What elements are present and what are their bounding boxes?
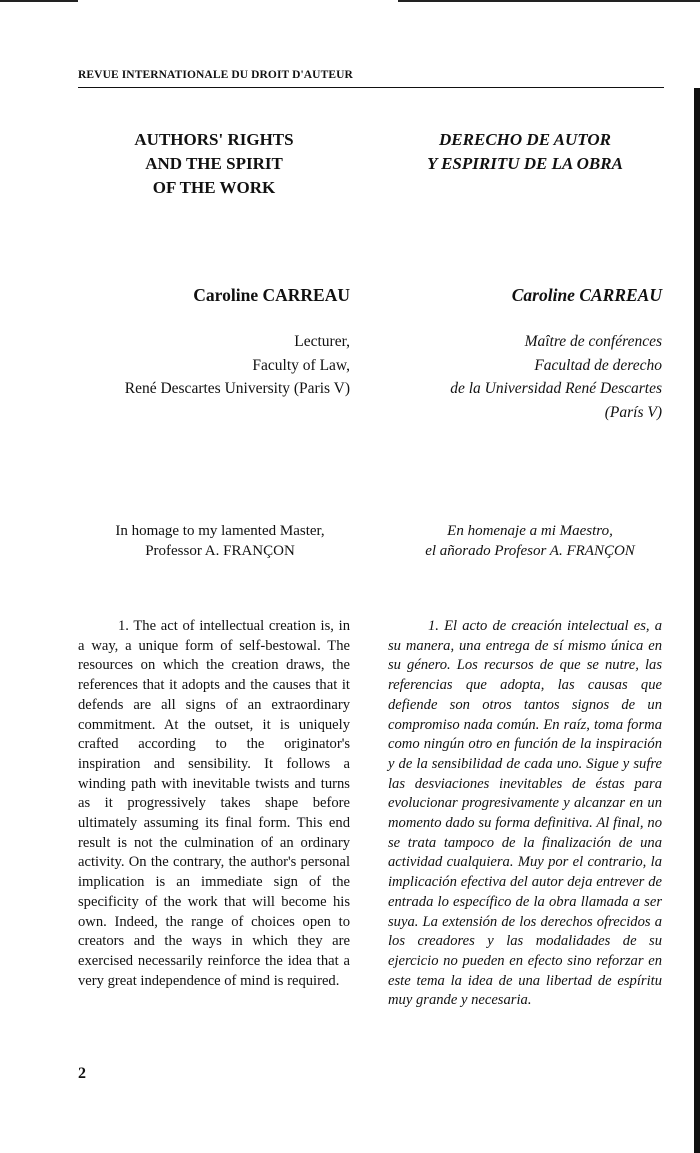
- top-border-line-left: [0, 0, 78, 2]
- english-paragraph: 1. The act of intellectual creation is, in a way, a unique form of self-bestowal. The resources on which the creation draws, the references that it adopts and the causes that it defends are all signs of an extraordinary commitment. At the outset, it is uniquely crafted according to the originator's inspiration and sensibility. It follows a winding path with inevitable twists and turns as it progressively takes shape before ultimately assuming its final form. This end result is not the culmination of an ordinary activity. On the contrary, the author's personal implication is an immediate sign of the specificity of the work that will become his own. Indeed, the range of choices open to creators and the ways in which they are exercised necessarily reinforce the idea that a very great independence of mind is required.: [78, 618, 350, 989]
- spanish-affiliation-line: Maître de conférences: [524, 333, 662, 350]
- english-title-line: AND THE SPIRIT: [145, 154, 283, 173]
- page-number: 2: [78, 1065, 86, 1082]
- english-affiliation: [78, 330, 350, 401]
- english-homage: [84, 521, 356, 561]
- english-affiliation-line: Lecturer,: [294, 333, 350, 350]
- top-border-line-right: [398, 0, 700, 2]
- header-rule: [78, 87, 664, 88]
- english-title-line: AUTHORS' RIGHTS: [134, 130, 294, 149]
- spanish-title-line: Y ESPIRITU DE LA OBRA: [427, 154, 623, 173]
- spanish-affiliation: [388, 330, 662, 424]
- spanish-body: [388, 617, 662, 1011]
- spanish-homage: [395, 521, 665, 561]
- page-edge-shadow: [694, 88, 700, 1153]
- english-homage-line: Professor A. FRANÇON: [145, 543, 295, 559]
- english-affiliation-line: René Descartes University (Paris V): [124, 380, 350, 397]
- spanish-affiliation-line: (París V): [604, 403, 662, 421]
- spanish-homage-line: el añorado Profesor A. FRANÇON: [425, 543, 635, 559]
- spanish-homage-line: En homenaje a mi Maestro,: [447, 523, 613, 539]
- english-homage-line: In homage to my lamented Master,: [115, 523, 325, 539]
- spanish-paragraph: 1. El acto de creación intelectual es, a su manera, una entrega de sí mismo única en su género. Los recursos de que se nutre, las referencias que adopta, las causas que defiende son otros tantos signos de un compromiso nada común. En raíz, toma forma como ningún otro en función de la inspiración y de la sensibilidad de cada uno. Sigue y sufre las desviaciones inevitables de éstas para evolucionar progresivamente y alcanzar en un momento dado su forma definitiva. Al final, no se trata tampoco de la finalización de una actividad cualquiera. Muy por el contrario, la implicación efectiva del autor deja entrever de entrada lo específico de la obra llamada a ser suya. La extensión de los derechos ofrecidos a los creadores y las modalidades de su ejercicio no pueden en efecto sino reforzar en este tema la idea de una libertad de espíritu muy grande y necesaria.: [388, 618, 662, 1009]
- english-title-line: OF THE WORK: [152, 178, 276, 197]
- english-title: [84, 128, 344, 200]
- english-author: Caroline CARREAU: [193, 285, 350, 305]
- running-head: REVUE INTERNATIONALE DU DROIT D'AUTEUR: [78, 69, 353, 81]
- spanish-author: Caroline CARREAU: [511, 285, 662, 305]
- spanish-title-line: DERECHO DE AUTOR: [439, 130, 611, 149]
- spanish-affiliation-line: Facultad de derecho: [534, 356, 662, 374]
- spanish-title: [395, 128, 655, 176]
- english-affiliation-line: Faculty of Law,: [252, 356, 350, 374]
- spanish-affiliation-line: de la Universidad René Descartes: [450, 380, 662, 397]
- english-body: [78, 617, 350, 991]
